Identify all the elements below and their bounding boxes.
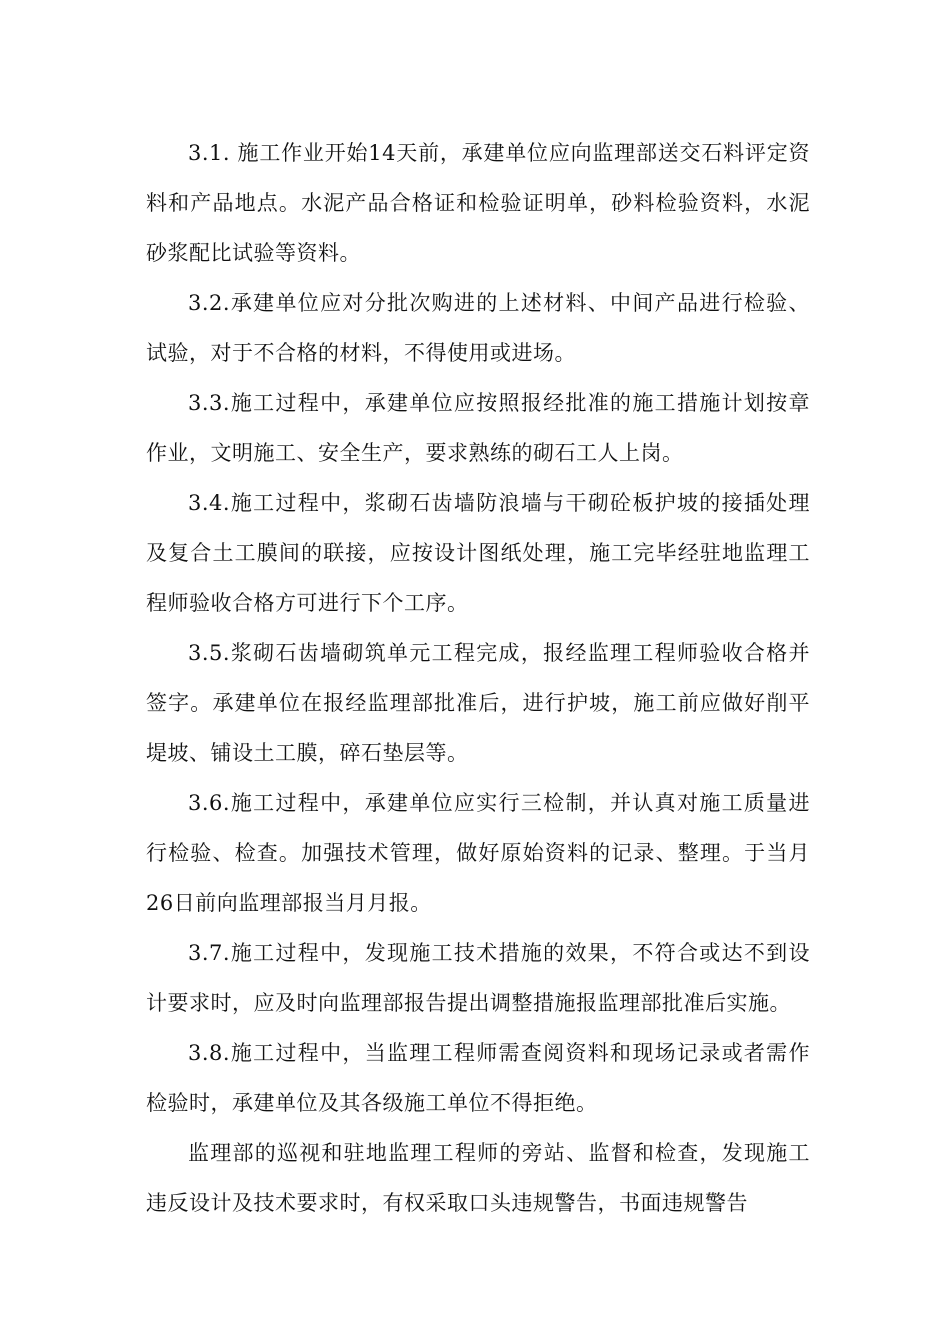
paragraph-3-3: 3.3.施工过程中，承建单位应按照报经批准的施工措施计划按章作业，文明施工、安全生产，要求熟练的砌石工人上岗。 (146, 391, 810, 465)
paragraph-3-2: 3.2.承建单位应对分批次购进的上述材料、中间产品进行检验、试验，对于不合格的材料，不得使用或进场。 (146, 291, 810, 365)
document-body (146, 128, 810, 1228)
paragraph-supervision: 监理部的巡视和驻地监理工程师的旁站、监督和检查，发现施工违反设计及技术要求时，有权采取口头违规警告，书面违规警告 (146, 1141, 810, 1215)
paragraph-3-4: 3.4.施工过程中，浆砌石齿墙防浪墙与干砌砼板护坡的接插处理及复合土工膜间的联接，应按设计图纸处理，施工完毕经驻地监理工程师验收合格方可进行下个工序。 (146, 491, 810, 615)
paragraph-3-7: 3.7.施工过程中，发现施工技术措施的效果，不符合或达不到设计要求时，应及时向监理部报告提出调整措施报监理部批准后实施。 (146, 941, 810, 1015)
paragraph-3-5: 3.5.浆砌石齿墙砌筑单元工程完成，报经监理工程师验收合格并签字。承建单位在报经监理部批准后，进行护坡，施工前应做好削平堤坡、铺设土工膜，碎石垫层等。 (146, 641, 810, 765)
paragraph-3-6: 3.6.施工过程中，承建单位应实行三检制，并认真对施工质量进行检验、检查。加强技术管理，做好原始资料的记录、整理。于当月26日前向监理部报当月月报。 (146, 791, 810, 915)
paragraph-3-1: 3.1. 施工作业开始14天前，承建单位应向监理部送交石料评定资料和产品地点。水泥产品合格证和检验证明单，砂料检验资料，水泥砂浆配比试验等资料。 (146, 141, 810, 265)
paragraph-3-8: 3.8.施工过程中，当监理工程师需查阅资料和现场记录或者需作检验时，承建单位及其各级施工单位不得拒绝。 (146, 1041, 810, 1115)
